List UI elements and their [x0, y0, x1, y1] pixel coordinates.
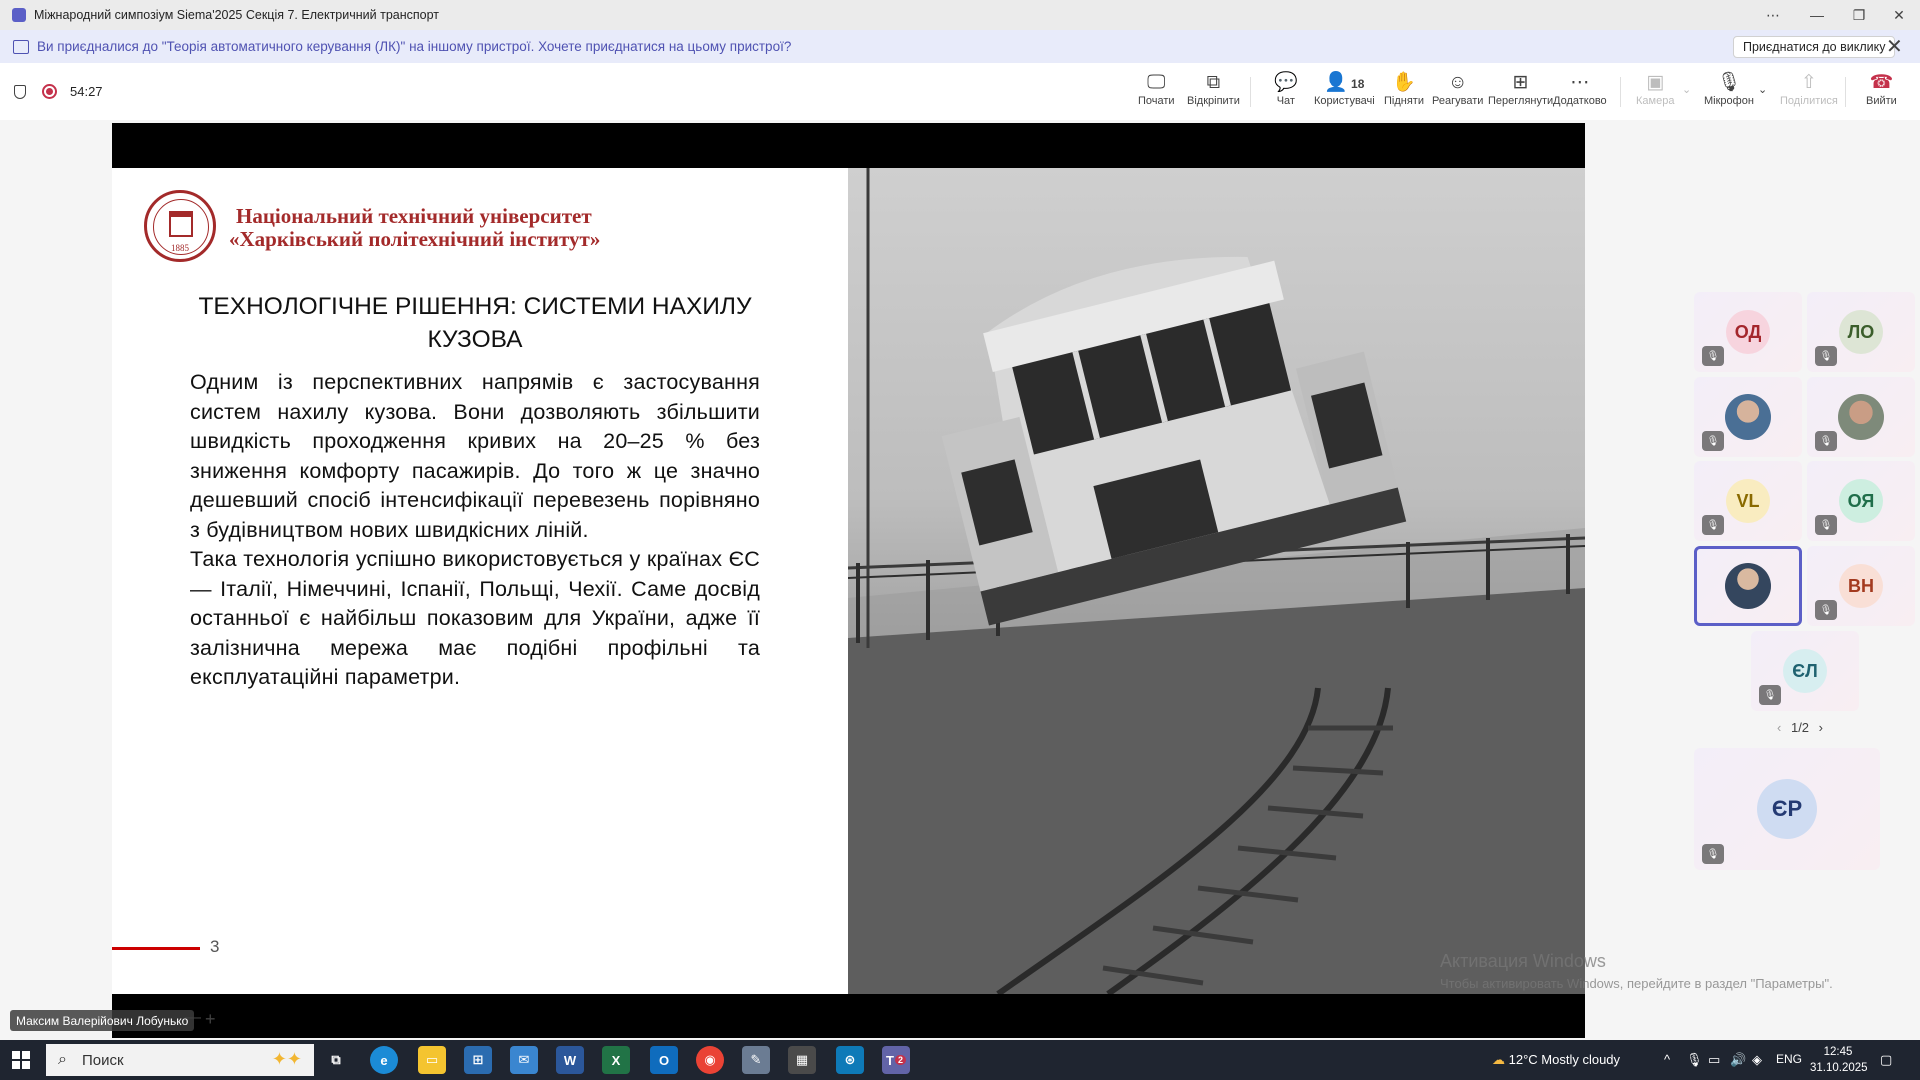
share-button[interactable]	[1780, 71, 1838, 107]
popout-icon: ⧉	[1206, 72, 1221, 93]
mic-options-chevron-icon[interactable]: ⌄	[1758, 84, 1768, 96]
title-bar	[0, 0, 1920, 30]
participant-tile[interactable]	[1751, 631, 1859, 711]
camera-button[interactable]	[1636, 71, 1674, 107]
mic-muted-icon: 🎙	[1815, 515, 1837, 535]
notifications-icon[interactable]: ▢	[1880, 1052, 1893, 1067]
mic-off-icon: 🎙	[1716, 72, 1742, 93]
chat-icon: 💬	[1274, 72, 1298, 93]
mic-muted-icon: 🎙	[1702, 515, 1724, 535]
search-icon: ⌕	[58, 1051, 67, 1068]
teams-badge: 2	[895, 1055, 906, 1065]
recording-icon	[42, 84, 57, 99]
tray-overflow-icon[interactable]: ^	[1664, 1052, 1671, 1067]
grid-icon: ⊞	[1512, 72, 1529, 93]
share-letterbox-top	[112, 123, 1585, 168]
react-label: Реагувати	[1432, 95, 1484, 107]
presenter-name-tag: Максим Валерійович Лобунько	[10, 1010, 194, 1031]
calculator-icon[interactable]: ▦	[788, 1046, 816, 1074]
people-count: 18	[1351, 77, 1365, 91]
participant-tile[interactable]	[1807, 377, 1915, 457]
more-button[interactable]	[1553, 71, 1607, 107]
task-view-icon[interactable]: ⧉	[331, 1052, 341, 1067]
mic-muted-icon: 🎙	[1815, 431, 1837, 451]
file-explorer-icon[interactable]: ▭	[418, 1046, 446, 1074]
camera-options-chevron-icon[interactable]: ⌄	[1682, 84, 1692, 96]
participant-tile[interactable]	[1807, 461, 1915, 541]
close-banner-icon[interactable]: ✕	[1886, 36, 1903, 58]
slide-title: ТЕХНОЛОГІЧНЕ РІШЕННЯ: СИСТЕМИ НАХИЛУ КУЗОВА	[198, 293, 752, 353]
participant-avatar: ВН	[1839, 564, 1883, 608]
slide-paragraph: Одним із перспективних напрямів є застосування систем нахилу кузова. Вони дозволяють збільшити швидкість проходження кривих на 20–25 % без зниження комфорту пасажирів. До того ж це значно дешевший спосіб інтенсифікації перевезень порівняно з будівництвом нових швидкісних ліній.	[190, 370, 760, 542]
network-app-icon[interactable]: ⊛	[836, 1046, 864, 1074]
excel-icon[interactable]: X	[602, 1046, 630, 1074]
paint-icon[interactable]: ✎	[742, 1046, 770, 1074]
mic-muted-icon: 🎙	[1702, 431, 1724, 451]
tray-mic-icon[interactable]: 🎙	[1686, 1052, 1703, 1067]
tilting-train-photo	[848, 168, 1585, 994]
start-label: Почати	[1138, 95, 1175, 107]
mail-icon[interactable]: ✉	[510, 1046, 538, 1074]
toolbar-divider	[1620, 77, 1621, 107]
shield-icon	[14, 85, 26, 99]
people-icon: 👤 18	[1324, 72, 1365, 93]
raise-label: Підняти	[1384, 95, 1424, 107]
next-page-icon[interactable]: ›	[1818, 720, 1824, 735]
people-button[interactable]	[1314, 71, 1375, 107]
participant-avatar: ЛО	[1839, 310, 1883, 354]
meeting-timer: 54:27	[70, 84, 103, 99]
chat-label: Чат	[1276, 95, 1295, 107]
minimize-button[interactable]: —	[1810, 7, 1824, 23]
self-video-tile[interactable]	[1694, 748, 1880, 870]
zoom-in-icon[interactable]: +	[205, 1009, 216, 1029]
system-clock[interactable]	[1810, 1044, 1866, 1076]
self-avatar: ЄР	[1757, 779, 1817, 839]
zoom-out-icon[interactable]: —	[185, 1009, 201, 1026]
participant-photo-avatar	[1838, 394, 1884, 440]
mic-muted-icon: 🎙	[1702, 844, 1724, 864]
share-letterbox-bottom	[112, 994, 1585, 1038]
maximize-button[interactable]: ❐	[1852, 6, 1866, 23]
volume-icon[interactable]: 🔊	[1730, 1052, 1747, 1067]
participant-tile[interactable]	[1694, 292, 1802, 372]
edge-icon[interactable]: e	[370, 1046, 398, 1074]
participant-tile[interactable]	[1694, 461, 1802, 541]
store-icon[interactable]: ⊞	[464, 1046, 492, 1074]
participant-avatar: VL	[1726, 479, 1770, 523]
more-options-icon[interactable]: ⋯	[1766, 6, 1780, 23]
chrome-icon[interactable]: ◉	[696, 1046, 724, 1074]
clock-date: 31.10.2025	[1810, 1062, 1868, 1074]
toolbar-divider	[1845, 77, 1846, 107]
share-icon: ⇧	[1800, 72, 1817, 93]
toolbar-divider	[1250, 77, 1251, 107]
network-icon[interactable]: ▭	[1708, 1052, 1721, 1067]
close-window-button[interactable]: ✕	[1893, 6, 1905, 23]
sparkle-icon: ✦✦	[271, 1049, 302, 1069]
seal-year: 1885	[171, 243, 189, 253]
mic-muted-icon: 🎙	[1815, 600, 1837, 620]
teams-icon	[12, 8, 26, 22]
share-label: Поділитися	[1780, 95, 1838, 107]
clock-time: 12:45	[1823, 1046, 1853, 1058]
hangup-icon: ☎	[1869, 72, 1894, 93]
word-icon[interactable]: W	[556, 1046, 584, 1074]
mic-muted-icon: 🎙	[1815, 346, 1837, 366]
slide-footer-line	[112, 947, 200, 950]
windows-taskbar	[0, 1040, 1920, 1080]
view-label: Переглянути	[1488, 95, 1554, 107]
start-button[interactable]	[1138, 71, 1175, 107]
slide-page-number: 3	[210, 937, 220, 956]
join-call-button[interactable]: Приєднатися до виклику	[1733, 36, 1895, 58]
leave-label: Вийти	[1866, 95, 1897, 107]
university-name-line2: «Харківський політехнічний інститут»	[229, 227, 601, 251]
university-seal-logo	[144, 190, 216, 262]
prev-page-icon[interactable]: ‹	[1777, 720, 1782, 735]
banner-message: Ви приєдналися до "Теорія автоматичного керування (ЛК)" на іншому пристрої. Хочете приєднатися на цьому пристрої?	[37, 39, 792, 54]
smile-icon: ☺	[1447, 72, 1468, 93]
gallery-page: 1/2	[1790, 720, 1810, 735]
slide-paragraph: Така технологія успішно використовується у країнах ЄС — Італії, Німеччині, Іспанії, Польщі, Чехії. Саме досвід останньої є найбільш показовим для України, адже її залізнична мережа має подібні профільні та експлуатаційні параметри.	[190, 547, 760, 689]
language-indicator[interactable]: ENG	[1776, 1052, 1803, 1066]
taskbar-search[interactable]	[46, 1044, 314, 1076]
raise-hand-button[interactable]	[1384, 71, 1424, 107]
react-button[interactable]	[1432, 71, 1483, 107]
participant-tile[interactable]	[1694, 377, 1802, 457]
chat-button[interactable]	[1274, 71, 1298, 107]
camera-label: Камера	[1636, 95, 1675, 107]
join-elsewhere-banner	[0, 30, 1920, 63]
people-label: Користувачі	[1314, 95, 1375, 107]
devices-icon	[13, 40, 29, 54]
more-label: Додатково	[1553, 95, 1607, 107]
windows-activation-watermark: Активация Windows	[1440, 951, 1606, 971]
participant-tile[interactable]	[1807, 292, 1915, 372]
participant-photo-avatar	[1725, 563, 1771, 609]
gallery-pager	[1777, 720, 1823, 735]
weather-widget[interactable]	[1492, 1052, 1620, 1068]
mic-button[interactable]	[1704, 71, 1754, 107]
participant-tile[interactable]	[1807, 546, 1915, 626]
participant-tile[interactable]	[1694, 546, 1802, 626]
unpin-label: Відкріпити	[1187, 95, 1240, 107]
hand-icon: ✋	[1392, 72, 1416, 93]
window-title: Міжнародний симпозіум Siema'2025 Секція 7. Електричний транспорт	[34, 8, 439, 22]
mic-label: Мікрофон	[1704, 95, 1754, 107]
presentation-slide	[112, 168, 848, 994]
participant-avatar: ЄЛ	[1783, 649, 1827, 693]
slide-body	[190, 368, 760, 693]
mic-muted-icon: 🎙	[1759, 685, 1781, 705]
windows-activation-hint: Чтобы активировать Windows, перейдите в раздел "Параметры".	[1440, 976, 1833, 991]
teams-taskbar-icon[interactable]: T 2	[882, 1046, 910, 1074]
outlook-icon[interactable]: O	[650, 1046, 678, 1074]
mic-muted-icon: 🎙	[1702, 346, 1724, 366]
windows-start-icon[interactable]	[12, 1051, 30, 1069]
participant-avatar: ОД	[1726, 310, 1770, 354]
security-icon[interactable]: ◈	[1752, 1052, 1762, 1067]
weather-text: 12°C Mostly cloudy	[1508, 1052, 1621, 1067]
university-name-line1: Національний технічний університет	[236, 204, 592, 228]
participant-avatar: ОЯ	[1839, 479, 1883, 523]
cloud-sun-icon: ☁	[1492, 1052, 1505, 1067]
leave-button[interactable]	[1866, 71, 1897, 107]
camera-off-icon: ▣	[1646, 72, 1665, 93]
unpin-button[interactable]	[1187, 71, 1240, 107]
view-button[interactable]	[1488, 71, 1553, 107]
search-label: Поиск	[82, 1051, 124, 1069]
meeting-toolbar	[0, 63, 1920, 120]
screen-icon: 🖵	[1147, 72, 1166, 93]
more-icon: ⋯	[1570, 72, 1590, 93]
participant-photo-avatar	[1725, 394, 1771, 440]
